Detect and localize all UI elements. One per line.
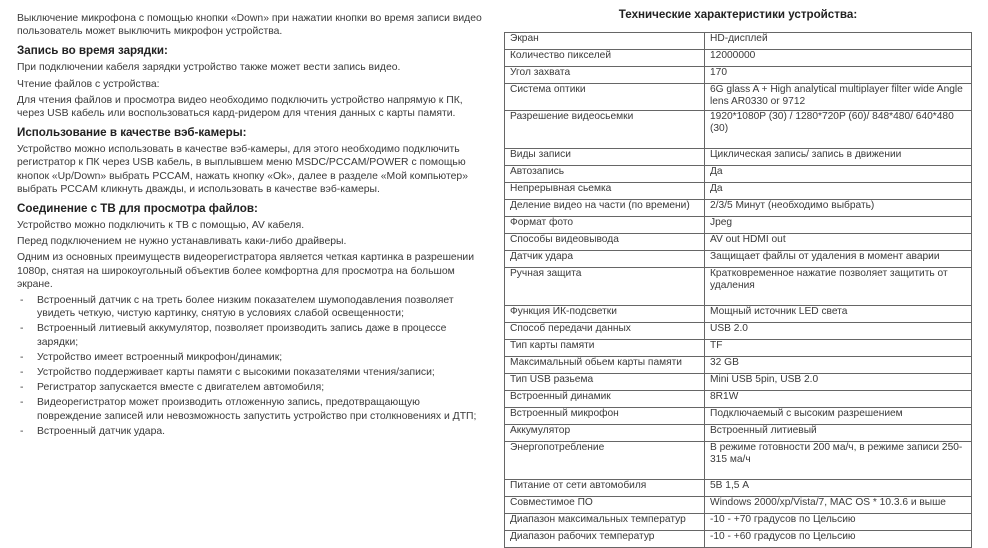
table-row [505,306,972,323]
spec-value: В режиме готовности 200 ма/ч, в режиме записи 250-315 ма/ч [705,442,972,480]
instructions-column [17,12,487,440]
spec-name: Формат фото [505,217,705,234]
specs-title: Технические характеристики устройства: [618,8,858,21]
table-row [505,480,972,497]
spec-name: Количество пикселей [505,50,705,67]
spec-value: 32 GB [705,357,972,374]
table-row [505,357,972,374]
table-row [505,111,972,149]
spec-value: TF [705,340,972,357]
spec-value: Мощный источник LED света [705,306,972,323]
spec-name: Способы видеовывода [505,234,705,251]
table-row [505,50,972,67]
spec-value: 6G glass A + High analytical multiplayer filter wide Angle lens AR0330 or 9712 [705,84,972,111]
spec-name: Экран [505,33,705,50]
spec-value: 8R1W [705,391,972,408]
spec-value: Windows 2000/xp/Vista/7, MAC OS * 10.3.6 и выше [705,497,972,514]
spec-name: Встроенный динамик [505,391,705,408]
spec-name: Диапазон максимальных температур [505,514,705,531]
spec-name: Разрешение видеосьемки [505,111,705,149]
paragraph: Для чтения файлов и просмотра видео необходимо подключить устройство напрямую к ПК, через USB кабель или воспользоваться кард-ридером для чтения данных с карты памяти. [17,94,463,120]
spec-name: Непрерывная сьемка [505,183,705,200]
spec-value: 2/3/5 Минут (необходимо выбрать) [705,200,972,217]
section-heading-tv: Соединение с ТВ для просмотра файлов: [17,202,258,216]
intro-paragraph: Выключение микрофона с помощью кнопки «Down» при нажатии кнопки во время записи видео пользователь может выключить микрофон устройства. [17,13,482,38]
spec-name: Система оптики [505,84,705,111]
table-row [505,251,972,268]
spec-value: -10 - +60 градусов по Цельсию [705,531,972,548]
specs-table [504,32,972,548]
spec-name: Аккумулятор [505,425,705,442]
list-item: - Устройство имеет встроенный микрофон/динамик; [17,351,487,364]
table-row [505,391,972,408]
spec-value: 170 [705,67,972,84]
table-row [505,67,972,84]
spec-name: Энергопотребление [505,442,705,480]
list-item: - Устройство поддерживает карты памяти с высокими показателями чтения/записи; [17,366,487,379]
spec-name: Способ передачи данных [505,323,705,340]
list-item: - Видеорегистратор может производить отложенную запись, предотвращающую повреждение записей или невозможность запустить устройство при столкновениях и ДТП; [17,396,487,422]
spec-name: Деление видео на части (по времени) [505,200,705,217]
list-item: - Регистратор запускается вместе с двигателем автомобиля; [17,381,487,394]
spec-value: HD-дисплей [705,33,972,50]
paragraph: Устройство можно подключить к ТВ с помощью, AV кабеля. [17,220,305,232]
paragraph: Устройство можно использовать в качестве вэб-камеры, для этого необходимо подключить регистратор к ПК через USB кабель, в выплывшем меню MSDC/PCCAM/POWER с помощью кнопок «Up/Down» выбрать PCCAM, нажать кнопку «Ok», далее в разделе «Мой компьютер» выбрать PCCAM кликнуть дважды, и использовать в качестве вэб-камеры. [17,144,468,195]
spec-name: Виды записи [505,149,705,166]
spec-name: Автозапись [505,166,705,183]
spec-name: Угол захвата [505,67,705,84]
spec-value: Встроенный литиевый [705,425,972,442]
table-row [505,531,972,548]
spec-value: Да [705,166,972,183]
table-row [505,183,972,200]
paragraph: При подключении кабеля зарядки устройство также может вести запись видео. [17,62,401,74]
spec-value: Защищает файлы от удаления в момент аварии [705,251,972,268]
list-item: - Встроенный литиевый аккумулятор, позволяет производить запись даже в процессе зарядки; [17,322,487,348]
table-row [505,234,972,251]
spec-name: Ручная защита [505,268,705,306]
table-row [505,268,972,306]
table-row [505,425,972,442]
spec-value: -10 - +70 градусов по Цельсию [705,514,972,531]
spec-value: 1920*1080P (30) / 1280*720P (60)/ 848*480/ 640*480 (30) [705,111,972,149]
paragraph: Чтение файлов с устройства: [17,78,160,90]
table-row [505,166,972,183]
spec-value: Да [705,183,972,200]
section-heading-charging: Запись во время зарядки: [17,44,168,58]
spec-name: Совместимое ПО [505,497,705,514]
spec-value: 5В 1,5 А [705,480,972,497]
spec-name: Функция ИК-подсветки [505,306,705,323]
table-row [505,514,972,531]
table-row [505,84,972,111]
paragraph: Перед подключением не нужно устанавливать каки-либо драйверы. [17,236,347,248]
spec-name: Тип карты памяти [505,340,705,357]
list-item: - Встроенный датчик с на треть более низким показателем шумоподавления позволяет увидеть четкую, чистую картинку, снятую в условиях слабой освещенности; [17,294,487,320]
table-row [505,374,972,391]
feature-list [17,294,487,438]
spec-value: Циклическая запись/ запись в движении [705,149,972,166]
spec-value: USB 2.0 [705,323,972,340]
spec-name: Диапазон рабочих температур [505,531,705,548]
spec-name: Тип USB разьема [505,374,705,391]
table-row [505,408,972,425]
specs-column [504,8,972,548]
section-heading-webcam: Использование в качестве вэб-камеры: [17,126,247,140]
table-row [505,200,972,217]
spec-name: Встроенный микрофон [505,408,705,425]
spec-name: Максимальный обьем карты памяти [505,357,705,374]
spec-value: Кратковременное нажатие позволяет защитить от удаления [705,268,972,306]
table-row [505,497,972,514]
spec-name: Датчик удара [505,251,705,268]
table-row [505,442,972,480]
spec-value: Jpeg [705,217,972,234]
table-row [505,323,972,340]
table-row [505,149,972,166]
table-row [505,217,972,234]
spec-name: Питание от сети автомобиля [505,480,705,497]
list-item: - Встроенный датчик удара. [17,425,487,438]
spec-value: Mini USB 5pin, USB 2.0 [705,374,972,391]
spec-value: Подключаемый с высоким разрешением [705,408,972,425]
table-row [505,33,972,50]
table-row [505,340,972,357]
paragraph: Одним из основных преимуществ видеорегистратора является четкая картинка в разрешении 1080р, снятая на широкоугольный объектив более комфортна для просмотра на большом экране. [17,252,475,290]
spec-value: 12000000 [705,50,972,67]
spec-value: AV out HDMI out [705,234,972,251]
